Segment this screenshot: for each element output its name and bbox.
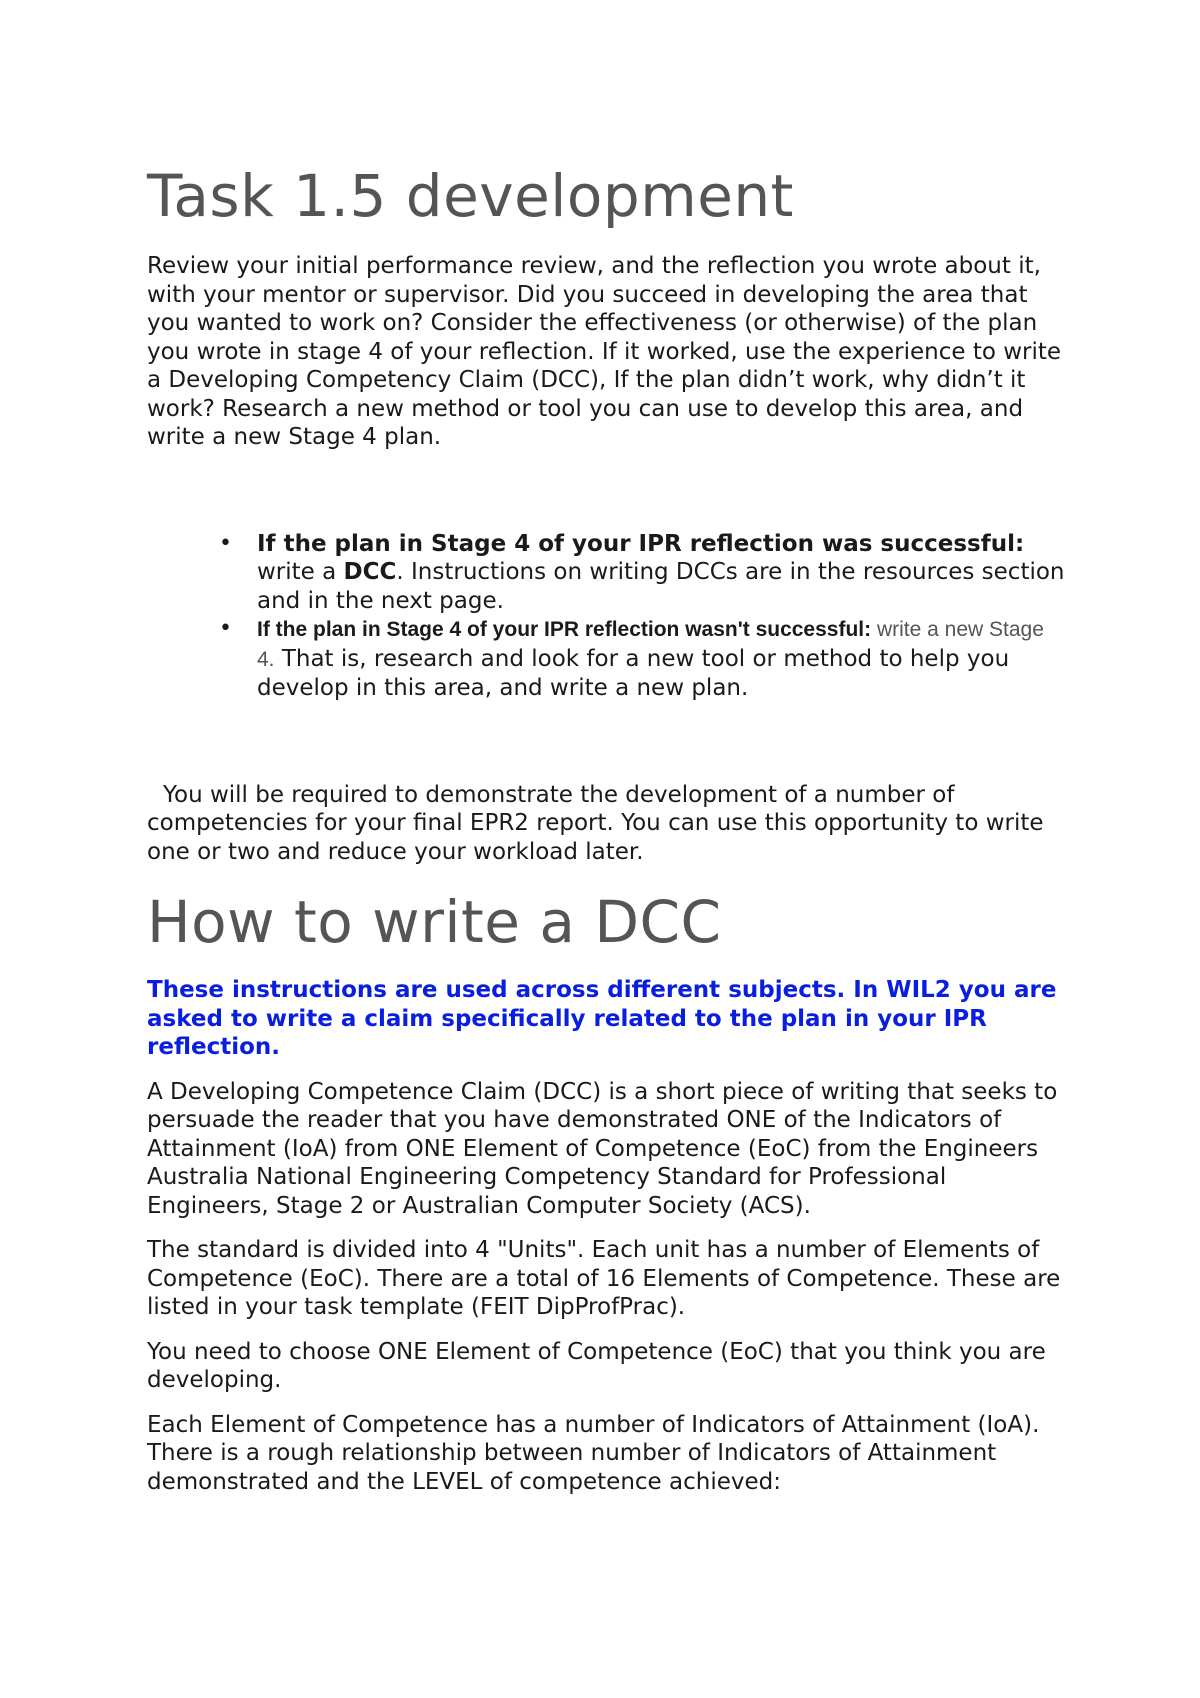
dcc-definition-paragraph: A Developing Competence Claim (DCC) is a short piece of writing that seeks to persuade the reader that you have demonstrated ONE of the Indicators of Attainment (IoA) from ONE Element of Competence (EoC) from the Engineers Australia National Engineering Competency Standard for Professional Engineers, Stage 2 or Australian Computer Society (ACS). bbox=[147, 1078, 1058, 1219]
document-page bbox=[147, 160, 1067, 1496]
bullet-successful-lead: If the plan in Stage 4 of your IPR reflection was successful: bbox=[257, 530, 1025, 557]
standard-units-paragraph: The standard is divided into 4 "Units". Each unit has a number of Elements of Competence (EoC). There are a total of 16 Elements of Competence. These are listed in your task template (FEIT DipProfPrac). bbox=[147, 1237, 1061, 1320]
wil2-note: These instructions are used across different subjects. In WIL2 you are asked to write a claim specifically related to the plan in your IPR reflection. bbox=[147, 977, 1057, 1060]
heading-how-to-write-dcc: How to write a DCC bbox=[147, 888, 722, 956]
bullet-successful-dcc: DCC bbox=[343, 559, 397, 585]
bullet-list bbox=[147, 530, 1067, 703]
bullet-successful bbox=[257, 530, 1067, 616]
bullet-unsuccessful-lead: If the plan in Stage 4 of your IPR reflection wasn't successful: bbox=[257, 618, 872, 641]
bullet-successful-text: write a bbox=[257, 559, 344, 585]
bullet-unsuccessful-rest: That is, research and look for a new tool or method to help you develop in this area, and write a new plan. bbox=[257, 645, 1010, 701]
heading-task-development: Task 1.5 development bbox=[147, 162, 794, 230]
bullet-unsuccessful-grey: write a new Stage 4. bbox=[257, 618, 1044, 671]
required-paragraph: You will be required to demonstrate the development of a number of competencies for your final EPR2 report. You can use this opportunity to write one or two and reduce your workload later. bbox=[147, 781, 1044, 865]
bullet-successful-rest: . Instructions on writing DCCs are in the resources section and in the next page. bbox=[257, 559, 1065, 614]
indicators-paragraph: Each Element of Competence has a number of Indicators of Attainment (IoA). There is a rough relationship between number of Indicators of Attainment demonstrated and the LEVEL of competence achieved: bbox=[147, 1411, 1040, 1495]
bullet-unsuccessful bbox=[257, 615, 1067, 703]
choose-eoc-paragraph: You need to choose ONE Element of Competence (EoC) that you think you are developing. bbox=[147, 1338, 1046, 1393]
intro-paragraph: Review your initial performance review, and the reflection you wrote about it, with your mentor or supervisor. Did you succeed in developing the area that you wanted to work on? Consider the effectiveness (or otherwise) of the plan you wrote in stage 4 of your reflection. If it worked, use the experience to write a Developing Competency Claim (DCC), If the plan didn’t work, why didn’t it work? Research a new method or tool you can use to develop this area, and write a new Stage 4 plan. bbox=[147, 253, 1062, 450]
